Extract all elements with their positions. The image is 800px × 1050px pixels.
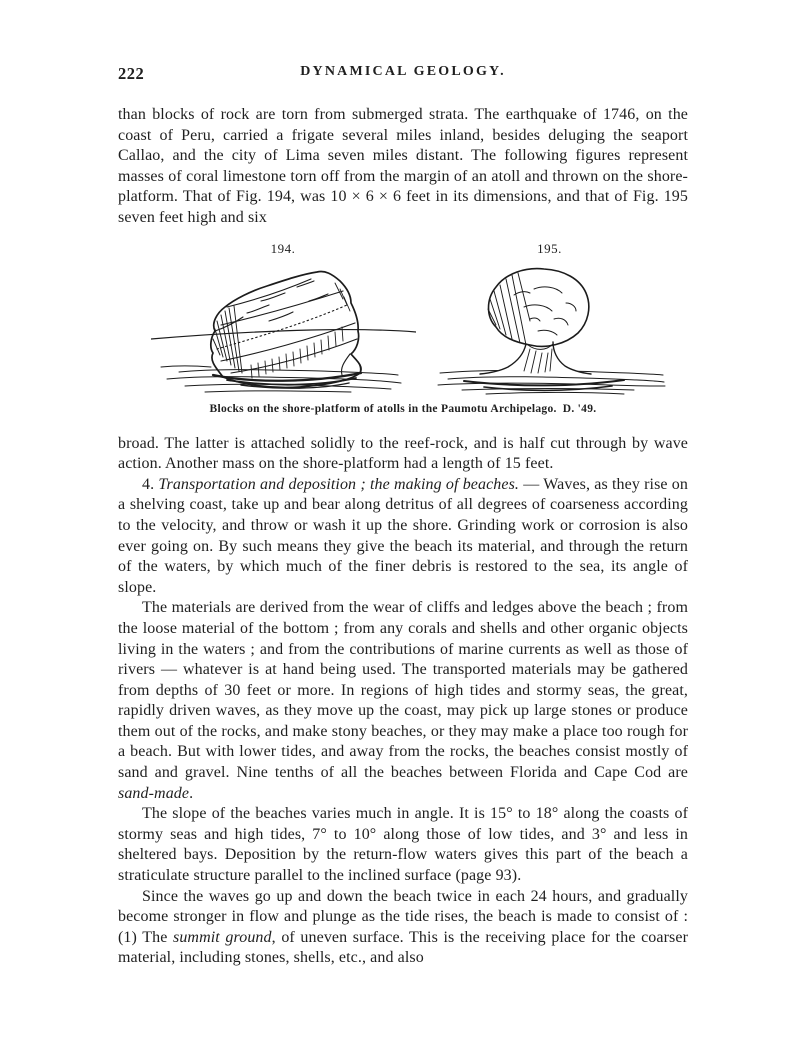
paragraph-materials <box>118 598 688 804</box>
page-header <box>118 64 688 84</box>
paragraph-transportation <box>118 475 688 599</box>
running-head: DYNAMICAL GEOLOGY. <box>300 64 506 79</box>
text-segment: — Waves, as they rise on a shelving coast, take up and bear along detritus of all degrees of coarseness according to the velocity, and throw or wash it up the shore. Grinding work or corrosion is also ever going on. By such means they give the beach its material, and through the return of the waters, by which much of the finer debris is restored to the sea, its angle of slope. <box>118 475 688 596</box>
paragraph-broad <box>118 434 688 475</box>
paragraph-slope <box>118 804 688 886</box>
italic-phrase: sand-made <box>118 784 190 802</box>
boulder-illustration <box>151 261 416 396</box>
body-text <box>118 105 688 969</box>
text-segment: The slope of the beaches varies much in angle. It is 15° to 18° along the coasts of stormy seas and high tides, 7° to 10° along those of low tides, and 3° and less in sheltered bays. Deposition by the return-flow waters gives this part of the beach a straticulate structure parallel to the inclined surface (page 93). <box>118 805 688 885</box>
text-segment: , of uneven surface. This is the receiving place for the coarser material, including stones, shells, etc., and also <box>118 928 688 967</box>
figure-caption: Blocks on the shore-platform of atolls in the Paumotu Archipelago. D. '49. <box>209 402 597 415</box>
text-segment: Since the waves go up and down the beach twice in each 24 hours, and gradually become stronger in flow and plunge as the tide rises, the beach is made to consist of : (1) The <box>118 887 688 946</box>
paragraph-intro <box>118 105 688 229</box>
text-segment: than blocks of rock are torn from submerged strata. The earthquake of 1746, on the coast of Peru, carried a frigate several miles inland, besides deluging the seaport Callao, and the city of Lima seven miles distant. The following figures represent masses of coral limestone torn off from the margin of an atoll and thrown on the shore-platform. That of Fig. 194, was 10 × 6 × 6 feet in its dimensions, and that of Fig. 195 seven feet high and six <box>118 106 688 226</box>
figure-row <box>118 241 688 396</box>
section-number: 4. <box>142 475 159 493</box>
italic-phrase: Transportation and deposition ; the making of beaches. <box>158 475 520 493</box>
figure-195-label: 195. <box>537 240 562 256</box>
page-number: 222 <box>118 64 145 83</box>
italic-phrase: summit ground <box>173 928 272 946</box>
text-segment: . <box>189 784 194 802</box>
mushroom-rock-illustration <box>434 261 666 396</box>
paragraph-tides <box>118 887 688 969</box>
figure-group <box>118 241 688 417</box>
figure-195 <box>434 241 666 396</box>
page-content <box>118 64 688 969</box>
text-segment: broad. The latter is attached solidly to the reef-rock, and is half cut through by wave action. Another mass on the shore-platform had a length of 15 feet. <box>118 434 688 473</box>
figure-194 <box>151 241 416 396</box>
figure-194-label: 194. <box>270 240 296 256</box>
text-segment: The materials are derived from the wear of cliffs and ledges above the beach ; from the loose material of the bottom ; from any corals and shells and other organic objects living in the waters ; and from the contributions of marine currents as well as those of rivers — whatever is at hand being used. The transported materials may be gathered from depths of 30 feet or more. In regions of high tides and stormy seas, the great, rapidly driven waves, as they move up the coast, may pick up large stones or produce them out of the rocks, and make stony beaches, or they may make a place too rough for a beach. But with lower tides, and away from the rocks, the beaches consist mostly of sand and gravel. Nine tenths of all the beaches between Florida and Cape Cod are <box>118 599 688 782</box>
